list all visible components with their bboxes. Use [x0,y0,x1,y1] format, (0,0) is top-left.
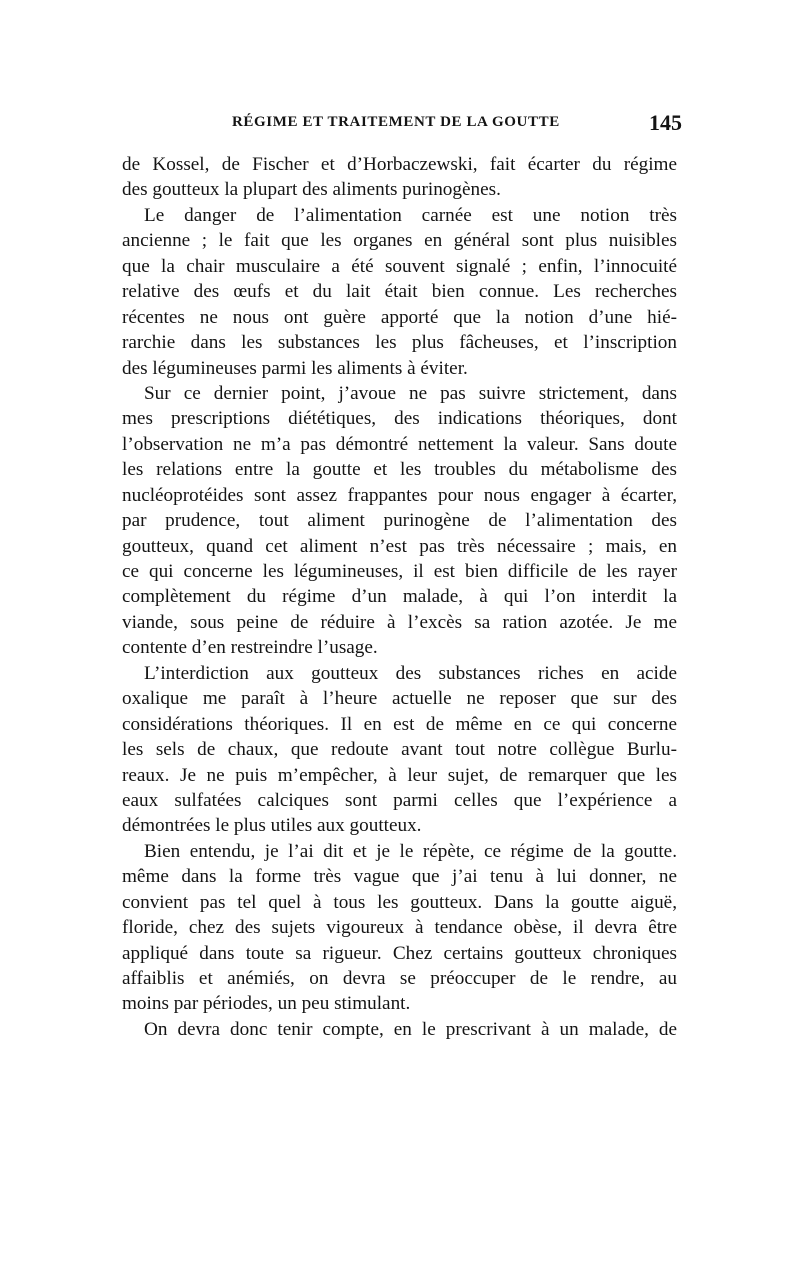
text-line: l’observation ne m’a pas démontré nettement la valeur. Sans doute [122,433,677,455]
text-line: rarchie dans les substances les plus fâcheuses, et l’inscription [122,332,677,354]
page-number: 145 [649,110,682,135]
text-line: appliqué dans toute sa rigueur. Chez certains goutteux chroniques [122,942,677,964]
text-line: les relations entre la goutte et les troubles du métabolisme des [122,459,677,481]
running-title: RÉGIME ET TRAITEMENT DE LA GOUTTE [232,114,560,130]
text-line: des légumineuses parmi les aliments à éviter. [122,357,468,379]
text-line: même dans la forme très vague que j’ai tenu à lui donner, ne [122,866,677,888]
text-line: viande, sous peine de réduire à l’excès sa ration azotée. Je me [122,611,677,633]
text-line: L’interdiction aux goutteux des substances riches en acide [144,662,677,684]
text-line: reaux. Je ne puis m’empêcher, à leur sujet, de remarquer que les [122,764,677,786]
text-line: des goutteux la plupart des aliments purinogènes. [122,179,501,201]
body-text [122,152,677,1042]
text-line: Bien entendu, je l’ai dit et je le répète, ce régime de la goutte. [144,840,677,862]
text-line: On devra donc tenir compte, en le prescrivant à un malade, de [144,1018,677,1040]
text-line: Sur ce dernier point, j’avoue ne pas suivre strictement, dans [144,382,677,404]
text-line: convient pas tel quel à tous les goutteux. Dans la goutte aiguë, [122,891,677,913]
text-line: goutteux, quand cet aliment n’est pas très nécessaire ; mais, en [122,535,677,557]
text-line: contente d’en restreindre l’usage. [122,637,378,659]
text-line: démontrées le plus utiles aux goutteux. [122,815,422,837]
text-line: mes prescriptions diététiques, des indications théoriques, dont [122,408,677,430]
text-line: moins par périodes, un peu stimulant. [122,993,411,1015]
text-line: floride, chez des sujets vigoureux à tendance obèse, il devra être [122,917,677,939]
text-line: récentes ne nous ont guère apporté que la notion d’une hié- [122,306,677,328]
text-line: que la chair musculaire a été souvent signalé ; enfin, l’innocuité [122,255,677,277]
text-line: relative des œufs et du lait était bien connue. Les recherches [122,281,677,303]
running-head [122,110,682,144]
text-line: par prudence, tout aliment purinogène de l’alimentation des [122,510,677,532]
text-line: complètement du régime d’un malade, à qui l’on interdit la [122,586,677,608]
text-line: affaiblis et anémiés, on devra se préoccuper de le rendre, au [122,968,677,989]
text-line: nucléoprotéides sont assez frappantes pour nous engager à écarter, [122,484,677,506]
text-line: Le danger de l’alimentation carnée est une notion très [144,204,677,226]
text-line: ce qui concerne les légumineuses, il est bien difficile de les rayer [122,561,677,582]
text-line: ancienne ; le fait que les organes en général sont plus nuisibles [122,230,677,252]
text-line: oxalique me paraît à l’heure actuelle ne reposer que sur des [122,688,677,710]
text-line: les sels de chaux, que redoute avant tout notre collègue Burlu- [122,739,677,761]
text-line: considérations théoriques. Il en est de même en ce qui concerne [122,713,677,735]
text-line: eaux sulfatées calciques sont parmi celles que l’expérience a [122,789,677,811]
text-line: de Kossel, de Fischer et d’Horbaczewski, fait écarter du régime [122,154,677,175]
